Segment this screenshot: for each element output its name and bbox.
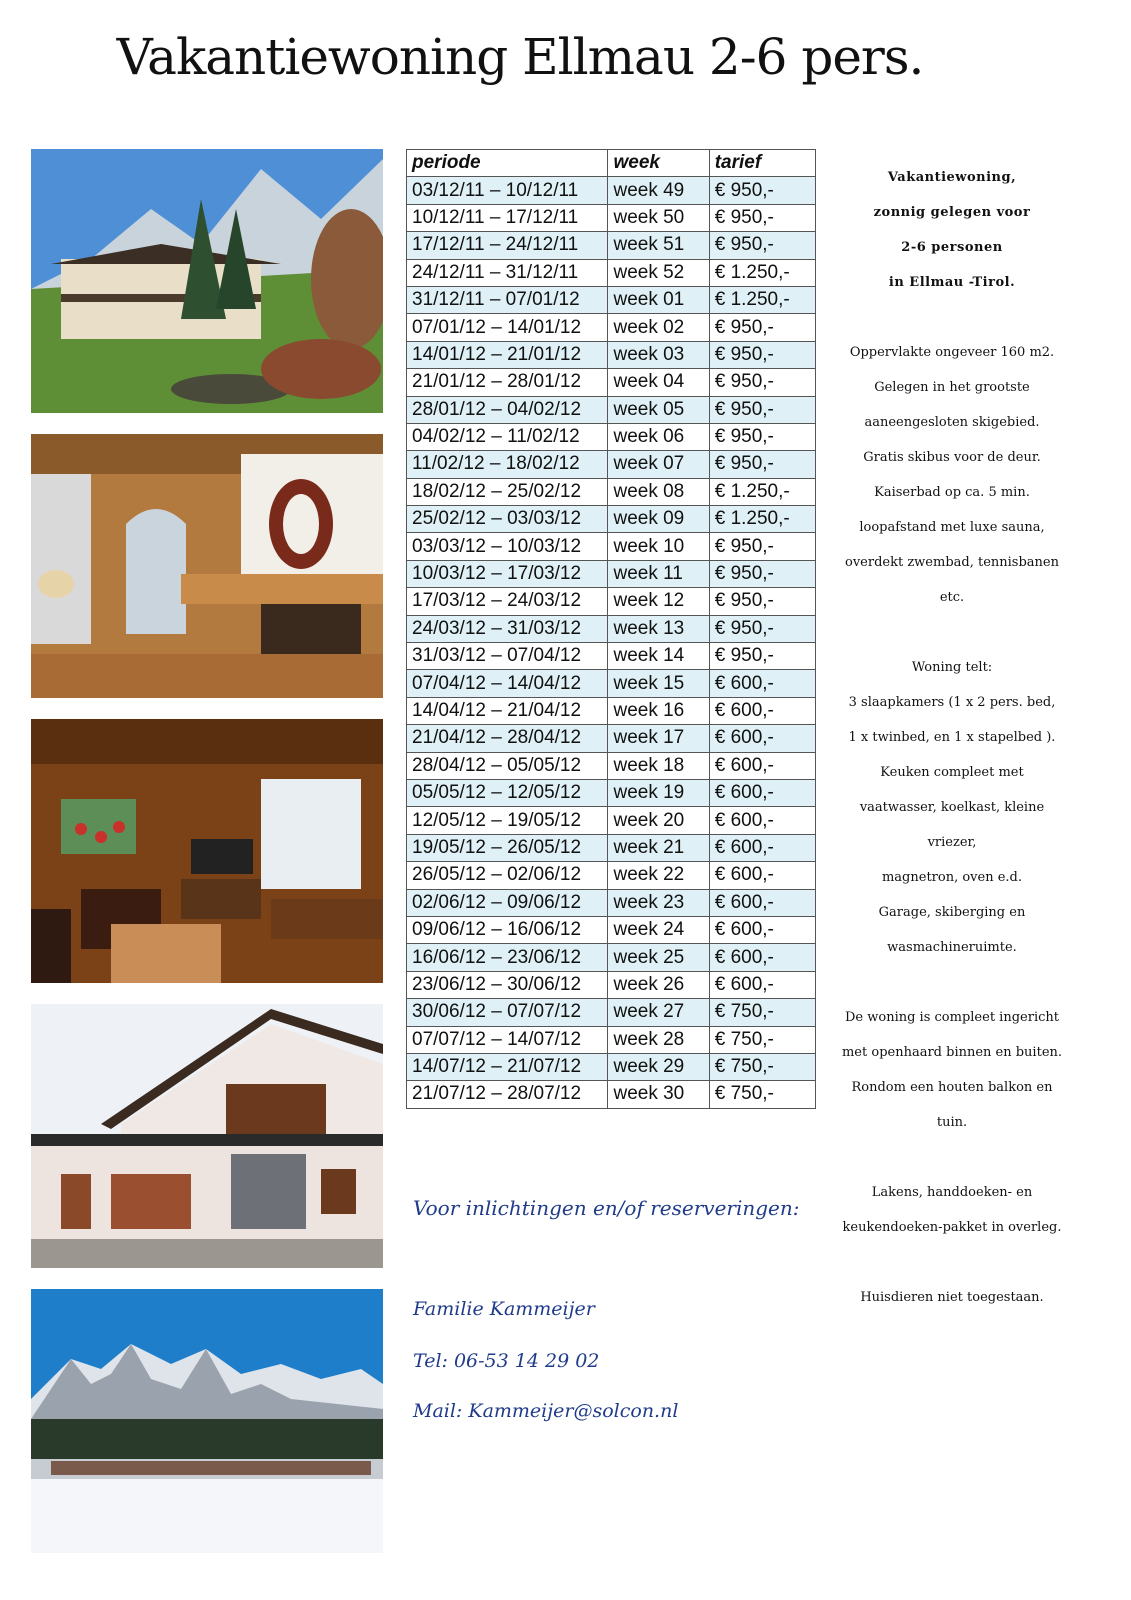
cell-tarief: € 1.250,- — [709, 478, 815, 505]
cell-tarief: € 600,- — [709, 889, 815, 916]
cell-tarief: € 950,- — [709, 588, 815, 615]
cell-periode: 17/12/11 – 24/12/11 — [407, 232, 608, 259]
table-row — [407, 807, 816, 834]
cell-tarief: € 950,- — [709, 423, 815, 450]
table-row — [407, 177, 816, 204]
cell-periode: 31/03/12 – 07/04/12 — [407, 643, 608, 670]
table-row — [407, 396, 816, 423]
cell-week: week 49 — [608, 177, 709, 204]
table-row — [407, 615, 816, 642]
mountain-village-winter-photo — [31, 1289, 383, 1553]
description-pets — [836, 1280, 1068, 1315]
contact-name: Familie Kammeijer — [413, 1298, 595, 1320]
description-line: Woning telt: — [911, 660, 993, 675]
rates-table — [406, 149, 816, 1109]
cell-periode: 09/06/12 – 16/06/12 — [407, 916, 608, 943]
table-row — [407, 232, 816, 259]
cell-periode: 10/12/11 – 17/12/11 — [407, 204, 608, 231]
table-row — [407, 1026, 816, 1053]
cell-week: week 03 — [608, 341, 709, 368]
description-line: loopafstand met luxe sauna, — [859, 520, 1045, 535]
description-line: Huisdieren niet toegestaan. — [860, 1290, 1044, 1305]
table-row — [407, 971, 816, 998]
cell-tarief: € 950,- — [709, 232, 815, 259]
cell-tarief: € 750,- — [709, 1053, 815, 1080]
cell-week: week 15 — [608, 670, 709, 697]
cell-periode: 28/04/12 – 05/05/12 — [407, 752, 608, 779]
table-row — [407, 204, 816, 231]
cell-tarief: € 950,- — [709, 560, 815, 587]
table-row — [407, 341, 816, 368]
cell-periode: 23/06/12 – 30/06/12 — [407, 971, 608, 998]
cell-tarief: € 600,- — [709, 670, 815, 697]
cell-tarief: € 1.250,- — [709, 259, 815, 286]
cell-tarief: € 950,- — [709, 177, 815, 204]
cell-week: week 01 — [608, 286, 709, 313]
cell-periode: 25/02/12 – 03/03/12 — [407, 506, 608, 533]
cell-week: week 50 — [608, 204, 709, 231]
description-line: De woning is compleet ingericht — [845, 1010, 1059, 1025]
cell-periode: 03/03/12 – 10/03/12 — [407, 533, 608, 560]
cell-week: week 27 — [608, 999, 709, 1026]
description-location — [836, 335, 1068, 615]
description-line: Keuken compleet met — [880, 765, 1024, 780]
cell-week: week 30 — [608, 1081, 709, 1108]
cell-week: week 23 — [608, 889, 709, 916]
cell-periode: 16/06/12 – 23/06/12 — [407, 944, 608, 971]
cell-week: week 07 — [608, 451, 709, 478]
spacer — [836, 1140, 1068, 1175]
page-title: Vakantiewoning Ellmau 2-6 pers. — [116, 28, 924, 86]
cell-periode: 30/06/12 – 07/07/12 — [407, 999, 608, 1026]
cell-week: week 09 — [608, 506, 709, 533]
cell-tarief: € 950,- — [709, 369, 815, 396]
cell-periode: 21/01/12 – 28/01/12 — [407, 369, 608, 396]
cell-week: week 20 — [608, 807, 709, 834]
description-line: Lakens, handdoeken- en — [871, 1185, 1033, 1200]
description-line: Oppervlakte ongeveer 160 m2. — [849, 345, 1055, 360]
cell-tarief: € 600,- — [709, 779, 815, 806]
table-row — [407, 779, 816, 806]
cell-tarief: € 950,- — [709, 396, 815, 423]
cell-week: week 29 — [608, 1053, 709, 1080]
table-header-row — [407, 150, 816, 177]
spacer — [836, 965, 1068, 1000]
cell-tarief: € 950,- — [709, 341, 815, 368]
table-row — [407, 369, 816, 396]
description-line: vaatwasser, koelkast, kleine vriezer, — [859, 800, 1045, 850]
cell-periode: 19/05/12 – 26/05/12 — [407, 834, 608, 861]
description-features — [836, 650, 1068, 965]
description-panel — [836, 160, 1068, 1315]
cell-periode: 14/04/12 – 21/04/12 — [407, 697, 608, 724]
description-line: magnetron, oven e.d. — [881, 870, 1023, 885]
description-line: Gratis skibus voor de deur. — [863, 450, 1041, 465]
living-room-fireplace-photo — [31, 434, 383, 698]
chalet-exterior-summer-photo — [31, 149, 383, 413]
description-line: etc. — [939, 590, 965, 605]
cell-periode: 17/03/12 – 24/03/12 — [407, 588, 608, 615]
cell-tarief: € 600,- — [709, 834, 815, 861]
table-row — [407, 670, 816, 697]
cell-tarief: € 600,- — [709, 697, 815, 724]
table-row — [407, 506, 816, 533]
contact-phone[interactable]: Tel: 06-53 14 29 02 — [413, 1350, 600, 1372]
table-row — [407, 478, 816, 505]
cell-tarief: € 750,- — [709, 999, 815, 1026]
description-intro — [836, 160, 1068, 300]
cell-week: week 24 — [608, 916, 709, 943]
description-line: wasmachineruimte. — [887, 940, 1017, 955]
cell-periode: 21/07/12 – 28/07/12 — [407, 1081, 608, 1108]
column-header-tarief: tarief — [709, 150, 815, 177]
description-line: aaneengesloten skigebied. — [864, 415, 1040, 430]
cell-periode: 07/04/12 – 14/04/12 — [407, 670, 608, 697]
description-line: 2-6 personen — [901, 240, 1003, 255]
cell-week: week 28 — [608, 1026, 709, 1053]
description-line: Garage, skiberging en — [878, 905, 1026, 920]
table-row — [407, 725, 816, 752]
table-row — [407, 643, 816, 670]
table-row — [407, 588, 816, 615]
description-line: zonnig gelegen voor — [873, 205, 1031, 220]
description-line: Kaiserbad op ca. 5 min. — [874, 485, 1030, 500]
spacer — [836, 1245, 1068, 1280]
table-row — [407, 697, 816, 724]
cell-week: week 04 — [608, 369, 709, 396]
column-header-periode: periode — [407, 150, 608, 177]
house-garage-exterior-photo — [31, 1004, 383, 1268]
cell-periode: 24/03/12 – 31/03/12 — [407, 615, 608, 642]
description-line: 3 slaapkamers (1 x 2 pers. bed, — [848, 695, 1056, 710]
cell-tarief: € 600,- — [709, 916, 815, 943]
cell-week: week 17 — [608, 725, 709, 752]
cell-tarief: € 1.250,- — [709, 286, 815, 313]
description-line: keukendoeken-pakket in overleg. — [842, 1220, 1062, 1235]
cell-tarief: € 600,- — [709, 725, 815, 752]
contact-email[interactable]: Mail: Kammeijer@solcon.nl — [413, 1400, 679, 1422]
cell-periode: 24/12/11 – 31/12/11 — [407, 259, 608, 286]
cell-week: week 06 — [608, 423, 709, 450]
table-row — [407, 259, 816, 286]
cell-periode: 28/01/12 – 04/02/12 — [407, 396, 608, 423]
cell-week: week 13 — [608, 615, 709, 642]
cell-periode: 12/05/12 – 19/05/12 — [407, 807, 608, 834]
description-line: Vakantiewoning, — [887, 170, 1017, 185]
cell-week: week 52 — [608, 259, 709, 286]
table-row — [407, 916, 816, 943]
description-line: Gelegen in het grootste — [874, 380, 1030, 395]
cell-week: week 02 — [608, 314, 709, 341]
cell-week: week 16 — [608, 697, 709, 724]
table-row — [407, 1081, 816, 1108]
spacer — [836, 300, 1068, 335]
cell-tarief: € 950,- — [709, 314, 815, 341]
table-row — [407, 834, 816, 861]
table-row — [407, 314, 816, 341]
cell-periode: 07/01/12 – 14/01/12 — [407, 314, 608, 341]
cell-tarief: € 950,- — [709, 533, 815, 560]
cell-week: week 19 — [608, 779, 709, 806]
table-row — [407, 533, 816, 560]
cell-tarief: € 600,- — [709, 807, 815, 834]
cell-periode: 07/07/12 – 14/07/12 — [407, 1026, 608, 1053]
cell-week: week 08 — [608, 478, 709, 505]
cell-periode: 14/01/12 – 21/01/12 — [407, 341, 608, 368]
cell-tarief: € 600,- — [709, 862, 815, 889]
cell-periode: 14/07/12 – 21/07/12 — [407, 1053, 608, 1080]
cell-week: week 11 — [608, 560, 709, 587]
cell-week: week 21 — [608, 834, 709, 861]
cell-tarief: € 600,- — [709, 971, 815, 998]
spacer — [836, 615, 1068, 650]
cell-periode: 18/02/12 – 25/02/12 — [407, 478, 608, 505]
table-row — [407, 944, 816, 971]
cell-periode: 31/12/11 – 07/01/12 — [407, 286, 608, 313]
cell-tarief: € 750,- — [709, 1081, 815, 1108]
living-room-tv-photo — [31, 719, 383, 983]
table-row — [407, 560, 816, 587]
description-line: in Ellmau -Tirol. — [888, 275, 1016, 290]
cell-tarief: € 750,- — [709, 1026, 815, 1053]
cell-tarief: € 950,- — [709, 643, 815, 670]
cell-periode: 04/02/12 – 11/02/12 — [407, 423, 608, 450]
cell-week: week 10 — [608, 533, 709, 560]
cell-tarief: € 1.250,- — [709, 506, 815, 533]
cell-periode: 03/12/11 – 10/12/11 — [407, 177, 608, 204]
description-linen — [836, 1175, 1068, 1245]
table-row — [407, 1053, 816, 1080]
cell-tarief: € 950,- — [709, 615, 815, 642]
table-row — [407, 423, 816, 450]
cell-tarief: € 600,- — [709, 944, 815, 971]
table-row — [407, 889, 816, 916]
cell-periode: 21/04/12 – 28/04/12 — [407, 725, 608, 752]
table-row — [407, 999, 816, 1026]
cell-periode: 26/05/12 – 02/06/12 — [407, 862, 608, 889]
cell-week: week 51 — [608, 232, 709, 259]
cell-week: week 12 — [608, 588, 709, 615]
cell-periode: 11/02/12 – 18/02/12 — [407, 451, 608, 478]
cell-tarief: € 950,- — [709, 204, 815, 231]
cell-week: week 26 — [608, 971, 709, 998]
cell-periode: 02/06/12 – 09/06/12 — [407, 889, 608, 916]
cell-tarief: € 950,- — [709, 451, 815, 478]
table-row — [407, 451, 816, 478]
cell-week: week 25 — [608, 944, 709, 971]
cell-periode: 05/05/12 – 12/05/12 — [407, 779, 608, 806]
table-row — [407, 286, 816, 313]
cell-week: week 14 — [608, 643, 709, 670]
cell-tarief: € 600,- — [709, 752, 815, 779]
description-furnishing — [836, 1000, 1068, 1140]
contact-heading: Voor inlichtingen en/of reserveringen: — [413, 1196, 800, 1220]
table-row — [407, 752, 816, 779]
column-header-week: week — [608, 150, 709, 177]
description-line: 1 x twinbed, en 1 x stapelbed ). — [848, 730, 1056, 745]
description-line: met openhaard binnen en buiten. — [841, 1045, 1063, 1060]
cell-week: week 05 — [608, 396, 709, 423]
cell-week: week 22 — [608, 862, 709, 889]
cell-week: week 18 — [608, 752, 709, 779]
table-row — [407, 862, 816, 889]
description-line: overdekt zwembad, tennisbanen — [845, 555, 1059, 570]
description-line: Rondom een houten balkon en tuin. — [851, 1080, 1053, 1130]
cell-periode: 10/03/12 – 17/03/12 — [407, 560, 608, 587]
